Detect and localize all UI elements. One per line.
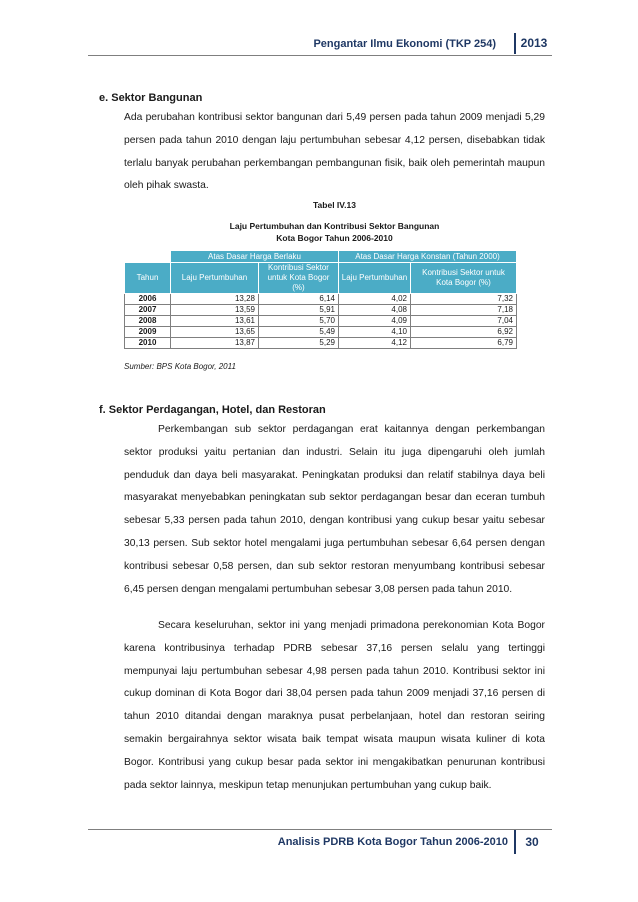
- footer-divider: [88, 829, 552, 830]
- table-row: [125, 305, 517, 316]
- section-e-heading: e. Sektor Bangunan: [99, 92, 203, 104]
- cell-kontribusi-konstan: 7,04: [411, 316, 517, 327]
- col-header-laju-berlaku: Laju Pertumbuhan: [171, 263, 259, 294]
- cell-laju-berlaku: 13,65: [171, 327, 259, 338]
- table-title-line1: Laju Pertumbuhan dan Kontribusi Sektor Bangunan: [229, 221, 440, 231]
- cell-laju-konstan: 4,02: [339, 294, 411, 305]
- cell-kontribusi-konstan: 6,92: [411, 327, 517, 338]
- table-number: Tabel IV.13: [313, 200, 356, 210]
- table-row: [125, 338, 517, 349]
- table-title-line2: Kota Bogor Tahun 2006-2010: [276, 233, 393, 243]
- cell-year: 2009: [125, 327, 171, 338]
- corner-cell: [125, 251, 171, 263]
- cell-kontribusi-berlaku: 5,70: [259, 316, 339, 327]
- cell-year: 2006: [125, 294, 171, 305]
- header-divider: [88, 55, 552, 56]
- section-f-paragraph-2: Secara keseluruhan, sektor ini yang menjadi primadona perekonomian Kota Bogor karena kontribusinya terhadap PDRB sebesar 37,16 persen selalu yang tertinggi mempunyai laju pertumbuhan sebesar 4,98 persen pada tahun 2010. Kontribusi sektor ini cukup dominan di Kota Bogor dari 38,04 persen pada tahun 2009 menjadi 37,16 persen di tahun 2010 ditandai dengan maraknya pusat perbelanjaan, hotel dan restoran seiring semakin bergairahnya sektor wisata baik tempat wisata maupun wisata kuliner di kota Bogor. Kontribusi yang cukup besar pada sektor ini mengakibatkan penurunan kontribusi pada sektor lainnya, meskipun tetap menunjukan pertumbuhan yang cukup baik.: [124, 620, 545, 791]
- cell-laju-berlaku: 13,28: [171, 294, 259, 305]
- table-row: [125, 316, 517, 327]
- cell-laju-berlaku: 13,59: [171, 305, 259, 316]
- cell-year: 2007: [125, 305, 171, 316]
- col-header-kontribusi-berlaku: Kontribusi Sektor untuk Kota Bogor (%): [259, 263, 339, 294]
- group-header-berlaku: Atas Dasar Harga Berlaku: [171, 251, 339, 263]
- header-year: 2013: [514, 33, 552, 54]
- cell-kontribusi-berlaku: 5,29: [259, 338, 339, 349]
- footer-title: Analisis PDRB Kota Bogor Tahun 2006-2010: [277, 836, 508, 848]
- table-source: Sumber: BPS Kota Bogor, 2011: [124, 362, 236, 371]
- col-header-tahun: Tahun: [125, 263, 171, 294]
- section-e-paragraph: Ada perubahan kontribusi sektor bangunan dari 5,49 persen pada tahun 2009 menjadi 5,29 persen pada tahun 2010 dengan laju pertumbuhan sebesar 4,12 persen, disebabkan tidak terlalu banyak perubahan perkembangan pembangunan fisik, baik oleh pemerintah maupun oleh pihak swasta.: [124, 112, 545, 192]
- cell-kontribusi-konstan: 7,18: [411, 305, 517, 316]
- header-title: Pengantar Ilmu Ekonomi (TKP 254): [313, 38, 496, 50]
- group-header-konstan: Atas Dasar Harga Konstan (Tahun 2000): [339, 251, 517, 263]
- cell-kontribusi-konstan: 6,79: [411, 338, 517, 349]
- page-number: 30: [514, 830, 548, 854]
- cell-kontribusi-berlaku: 6,14: [259, 294, 339, 305]
- growth-contribution-table: [124, 250, 517, 349]
- col-header-laju-konstan: Laju Pertumbuhan: [339, 263, 411, 294]
- col-header-kontribusi-konstan: Kontribusi Sektor untuk Kota Bogor (%): [411, 263, 517, 294]
- cell-kontribusi-berlaku: 5,91: [259, 305, 339, 316]
- cell-year: 2010: [125, 338, 171, 349]
- cell-laju-konstan: 4,08: [339, 305, 411, 316]
- cell-laju-konstan: 4,10: [339, 327, 411, 338]
- cell-laju-konstan: 4,12: [339, 338, 411, 349]
- cell-kontribusi-konstan: 7,32: [411, 294, 517, 305]
- cell-laju-berlaku: 13,87: [171, 338, 259, 349]
- cell-laju-konstan: 4,09: [339, 316, 411, 327]
- cell-year: 2008: [125, 316, 171, 327]
- table-row: [125, 327, 517, 338]
- section-f-paragraph-1: Perkembangan sub sektor perdagangan erat kaitannya dengan perkembangan sektor produksi yaitu pertanian dan industri. Selain itu juga dipengaruhi oleh jumlah penduduk dan daya beli masyarakat. Peningkatan produksi dan relatif stabilnya daya beli masyarakat menyebabkan peningkatan sub sektor perdagangan besar dan eceran tumbuh sebesar 5,33 persen pada tahun 2010, dengan kontribusi yang cukup besar yaitu sebesar 30,13 persen. Sub sektor hotel mengalami juga pertumbuhan sebesar 6,64 persen dengan kontribusi sebesar 0,58 persen, dan sub sektor restoran menyumbang kontribusi sebesar 6,45 persen dengan mengalami pertumbuhan sebesar 3,08 persen pada tahun 2010.: [124, 424, 545, 595]
- cell-kontribusi-berlaku: 5,49: [259, 327, 339, 338]
- table-row: [125, 294, 517, 305]
- cell-laju-berlaku: 13,61: [171, 316, 259, 327]
- section-f-heading: f. Sektor Perdagangan, Hotel, dan Restoran: [99, 404, 326, 416]
